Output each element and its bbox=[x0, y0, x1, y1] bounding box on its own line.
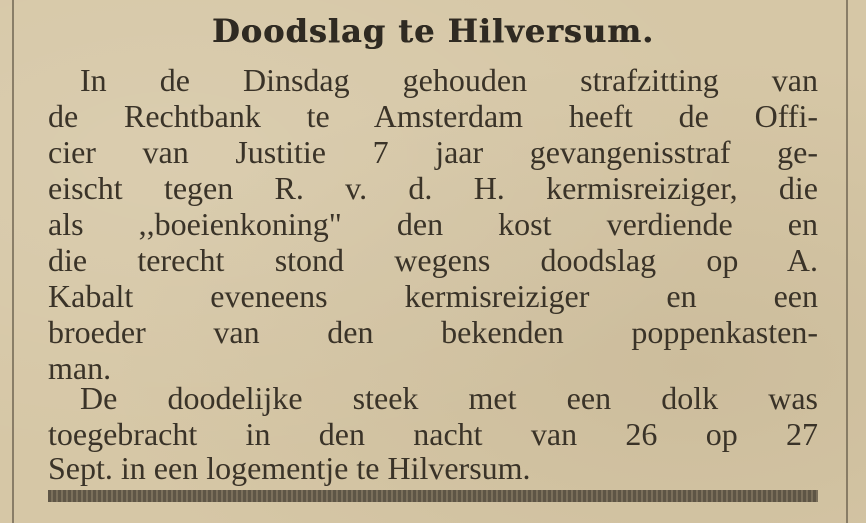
article-line-6: die terecht stond wegens doodslag op A. bbox=[48, 242, 818, 278]
right-column-rule bbox=[846, 0, 848, 523]
article-line-7: Kabalt eveneens kermisreiziger en een bbox=[48, 278, 818, 314]
left-column-rule bbox=[12, 0, 14, 523]
article-line-1: In de Dinsdag gehouden strafzitting van bbox=[80, 62, 818, 98]
article-line-4: eischt tegen R. v. d. H. kermisreiziger, die bbox=[48, 170, 818, 206]
bottom-separator-rule bbox=[48, 490, 818, 502]
article-line-11: toegebracht in den nacht van 26 op 27 bbox=[48, 416, 818, 452]
article-headline: Doodslag te Hilversum. bbox=[211, 12, 655, 50]
article-line-8: broeder van den bekenden poppenkasten- bbox=[48, 314, 818, 350]
article-line-2: de Rechtbank te Amsterdam heeft de Offi- bbox=[48, 98, 818, 134]
article-line-9: man. bbox=[48, 350, 112, 386]
article-line-10: De doodelijke steek met een dolk was bbox=[80, 380, 818, 416]
article-line-3: cier van Justitie 7 jaar gevangenisstraf ge- bbox=[48, 134, 818, 170]
article-line-12: Sept. in een logementje te Hilversum. bbox=[48, 450, 531, 486]
article-line-5: als ,,boeienkoning" den kost verdiende en bbox=[48, 206, 818, 242]
